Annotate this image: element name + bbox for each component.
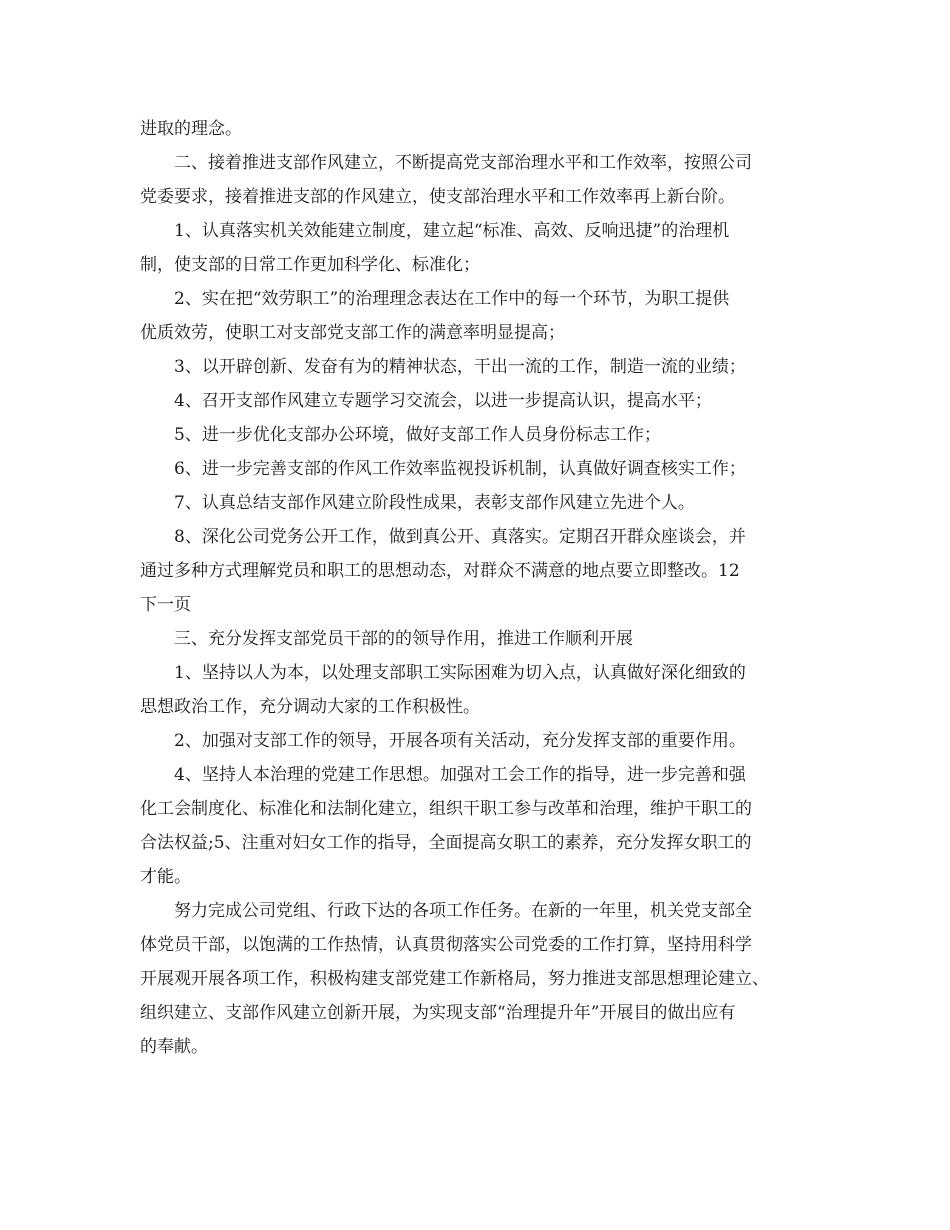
text-line: 进取的理念。: [140, 119, 242, 139]
text-line: 3、以开辟创新、发奋有为的精神状态，干出一流的工作，制造一流的业绩；: [174, 357, 746, 377]
text-line: 1、认真落实机关效能建立制度，建立起“标准、高效、反响迅捷”的治理机: [174, 221, 730, 241]
text-line: 三、充分发挥支部党员干部的的领导作用，推进工作顺利开展: [174, 629, 633, 649]
text-line: 7、认真总结支部作风建立阶段性成果，表彰支部作风建立先进个人。: [174, 493, 695, 513]
text-line: 才能。: [140, 867, 191, 887]
text-line: 化工会制度化、标准化和法制化建立，组织干职工参与改革和治理，维护干职工的: [140, 799, 752, 819]
text-line: 开展观开展各项工作，积极构建支部党建工作新格局，努力推进支部思想理论建立、: [140, 969, 769, 989]
text-line: 努力完成公司党组、行政下达的各项工作任务。在新的一年里，机关党支部全: [174, 901, 752, 921]
text-line: 合法权益;5、注重对妇女工作的指导，全面提高女职工的素养，充分发挥女职工的: [140, 833, 752, 853]
text-line: 党委要求，接着推进支部的作风建立，使支部治理水平和工作效率再上新台阶。: [140, 187, 735, 207]
text-line: 4、召开支部作风建立专题学习交流会，以进一步提高认识，提高水平；: [174, 391, 712, 411]
text-line: 5、进一步优化支部办公环境，做好支部工作人员身份标志工作；: [174, 425, 661, 445]
document-body: [140, 112, 810, 1064]
text-line: 优质效劳，使职工对支部党支部工作的满意率明显提高；: [140, 323, 565, 343]
text-line: 2、实在把“效劳职工”的治理理念表达在工作中的每一个环节，为职工提供: [174, 289, 730, 309]
text-line: 制，使支部的日常工作更加科学化、标准化；: [140, 255, 480, 275]
text-line: 组织建立、支部作风建立创新开展，为实现支部“治理提升年”开展目的做出应有: [140, 1003, 736, 1023]
text-line: 的奉献。: [140, 1037, 208, 1057]
text-line: 下一页: [140, 595, 191, 615]
text-line: 4、坚持人本治理的党建工作思想。加强对工会工作的指导，进一步完善和强: [174, 765, 746, 785]
text-line: 思想政治工作，充分调动大家的工作积极性。: [140, 697, 480, 717]
text-line: 1、坚持以人为本，以处理支部职工实际困难为切入点，认真做好深化细致的: [174, 663, 746, 683]
text-line: 6、进一步完善支部的作风工作效率监视投诉机制，认真做好调查核实工作；: [174, 459, 746, 479]
text-line: 二、接着推进支部作风建立，不断提高党支部治理水平和工作效率，按照公司: [174, 153, 752, 173]
text-line: 8、深化公司党务公开工作，做到真公开、真落实。定期召开群众座谈会，并: [174, 527, 746, 547]
text-line: 通过多种方式理解党员和职工的思想动态，对群众不满意的地点要立即整改。12: [140, 561, 740, 581]
text-line: 2、加强对支部工作的领导，开展各项有关活动，充分发挥支部的重要作用。: [174, 731, 746, 751]
text-line: 体党员干部，以饱满的工作热情，认真贯彻落实公司党委的工作打算，坚持用科学: [140, 935, 752, 955]
